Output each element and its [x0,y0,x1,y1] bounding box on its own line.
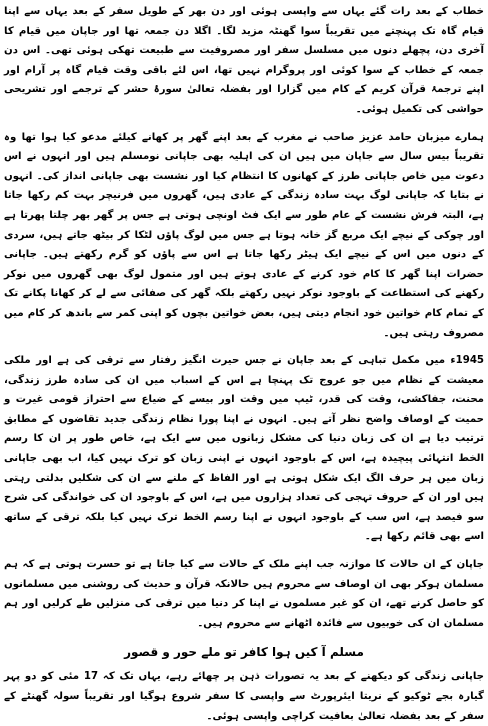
paragraph-comparison: جاپان کے ان حالات کا موازنہ جب اپنے ملک کے حالات سے کیا جاتا ہے تو حسرت ہوتی ہے کہ ہم مسلمان ہوکر بھی ان اوصاف سے محروم ہیں حالانکہ قرآن و حدیث کی روشنی میں مسلمانوں کو حاصل کرنے تھے، ان کو غیر مسلموں نے اپنا کر دنیا میں ترقی کی منزلیں طے کرلیں اور ہم مسلمان ان کی خوبیوں سے فائدہ اٹھانے سے محروم ہیں۔ [4,559,484,629]
paragraph-departure: خطاب کے بعد رات گئے یہاں سے واپسی ہوئی اور دن بھر کے طویل سفر کے بعد یہاں سے اپنا قیام گاہ تک پہنچتے میں تقریباً سوا گھنٹہ مزید لگا۔ اگلا دن جمعہ تھا اور جاپان میں قیام کا آخری دن، پچھلے دنوں میں مسلسل سفر اور مصروفیت سے طبیعت تھکی ہوئی تھی۔ اس دن جمعہ کے خطاب کے سوا کوئی اور پروگرام نہیں تھا، اس لئے باقی وقت قیام گاہ پر آرام اور اپنے ترجمۂ قرآن کریم کے کام میں گزارا اور بفضلہ تعالیٰ سورۂ حشر کے ترجمے اور تشریحی حواشی کی تکمیل ہوئی۔ [4,6,484,115]
section-heading: مسلم آ کیں ہوا کافر تو ملے حور و قصور [124,645,364,660]
paragraph-return-journey: جاپانی زندگی کو دیکھنے کے بعد یہ تصورات ذہن پر چھائے رہے، یہاں تک کہ 17 مئی کو دو پہر گیارہ بجے ٹوکیو کے نریتا ایئرپورٹ سے واپسی کا سفر شروع ہوگیا اور تقریباً سولہ گھنٹے کے سفر کے بعد بفضلہ تعالیٰ بعافیت کراچی واپسی ہوئی۔ [4,671,484,722]
paragraph-host-dinner: ہمارے میزبان حامد عزیز صاحب نے مغرب کے بعد اپنے گھر پر کھانے کیلئے مدعو کیا ہوا تھا وہ تقریباً بیس سال سے جاپان میں ہیں ان کی اہلیہ بھی جاپانی نومسلم ہیں اور انہوں نے اس دعوت میں خاص جاپانی طرز کے کھانوں کا انتظام کیا اور نشست بھی جاپانی انداز کی۔ انہوں نے بتایا کہ جاپانی لوگ بہت سادہ زندگی کے عادی ہیں، گھروں میں فرنیچر بہت کم رکھا جاتا ہے، البتہ فرش نشست کے عام طور سے ایک فٹ اونچی ہوتی ہے جس پر گھر بھر چلتا پھرتا ہے اور چوکی کے نیچے ایک مربع گز خانہ ہوتا ہے جس میں لوگ پاؤں لٹکا کر بیٹھ جاتے ہیں، سردی کے دنوں میں اس کے نیچے ایک ہیٹر رکھا جاتا ہے اس سے پاؤں کو گرم رکھتے ہیں۔ جاپانی حضرات اپنا گھر کا کام خود کرنے کے عادی ہوتے ہیں اور متمول لوگ بھی گھروں میں نوکر رکھنے کی استطاعت کے باوجود نوکر نہیں رکھتے بلکہ گھر کی صفائی سے لے کر کھانا پکانے تک کے تمام کام خواتین خود انجام دیتی ہیں، بعض خواتین بچوں کو اپنی کمر سے باندھ کر کام میں مصروف رہتی ہیں۔ [4,131,484,339]
paragraph-japan-progress: 1945ء میں مکمل تباہی کے بعد جاپان نے جس حیرت انگیز رفتار سے ترقی کی ہے اور ملکی معیشت کے نظام میں جو عروج تک پہنچا ہے اس کے اسباب میں ان کی سادہ طرز زندگی، محنت، جفاکشی، وقت کی قدر، ٹیپ میں وقت اور بیسے کے ضیاع سے احتراز قومی غیرت و حمیت کے اوصاف واضح نظر آتے ہیں۔ انہوں نے اپنا پورا نظام زندگی جدید تقاضوں کے مطابق ترتیب دیا ہے ان کی زبان دنیا کی مشکل زبانوں میں سے ایک ہے، خاص طور پر ان کا رسم الخط انتہائی پیچیدہ ہے، اس کے باوجود انہوں نے اپنی زبان کو ترک نہیں کیا، اب بھی جاپانی زبان میں ہر حرف الگ ایک شکل ہوتی ہے اور الفاظ کے ملنے سے ان کی شکلیں بدلتی رہتی ہیں اور ان کے حروف تہجی کی تعداد ہزاروں میں ہے، اس کے باوجود ان کی خواندگی کی شرح سو فیصد ہے، اس سب کے باوجود انہوں نے اپنا رسم الخط ترک نہیں کیا بلکہ ترقی کے ساتھ اسے بھی قائم رکھا ہے۔ [4,355,484,543]
